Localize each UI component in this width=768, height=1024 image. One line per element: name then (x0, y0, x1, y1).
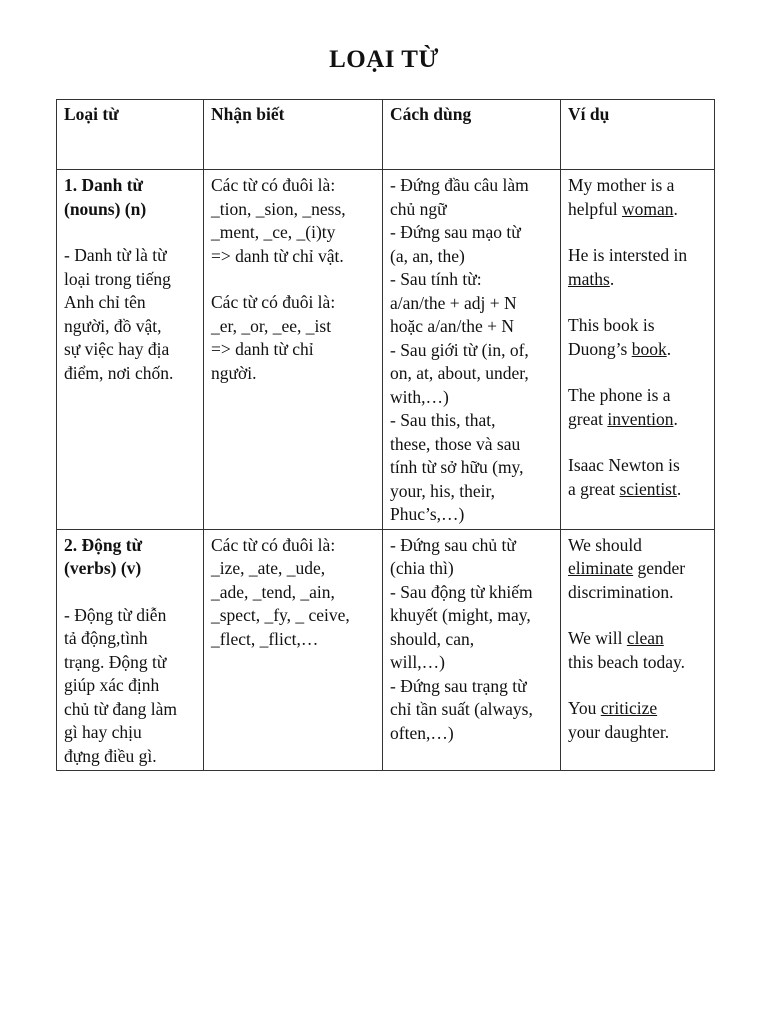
table-header-row (57, 100, 715, 170)
noun-recognition-line: Các từ có đuôi là: (211, 292, 336, 312)
example-line: eliminate gender (568, 558, 686, 578)
verb-usage-line: should, can, (390, 628, 475, 649)
example-item (568, 534, 708, 605)
noun-usage-line: on, at, about, under, (390, 363, 529, 383)
example-keyword: clean (626, 628, 664, 648)
verb-usage-line: often,…) (390, 722, 454, 743)
header-cell-word-type: Loại từ (57, 100, 204, 170)
example-keyword: scientist (619, 478, 677, 499)
verb-usage-line: will,…) (390, 652, 445, 672)
example-line: We will clean (568, 628, 664, 648)
noun-usage-line: hoặc a/an/the + N (390, 316, 515, 336)
verb-usage-line: - Đứng sau trạng từ (390, 675, 527, 696)
example-keyword: invention (607, 408, 674, 429)
example-line: your daughter. (568, 721, 670, 742)
example-line: great invention. (568, 408, 678, 429)
noun-usage-line: - Sau giới từ (in, of, (390, 339, 529, 360)
verb-usage-line: chỉ tần suất (always, (390, 699, 533, 719)
noun-desc-line: Anh chỉ tên (64, 292, 146, 312)
example-item (568, 314, 708, 361)
example-line: My mother is a (568, 175, 675, 195)
example-keyword: eliminate (568, 558, 634, 578)
verb-desc-line: chủ từ đang làm (64, 698, 177, 719)
noun-usage-line: - Sau tính từ: (390, 269, 482, 289)
table-row-verbs (57, 529, 715, 771)
example-line: a great scientist. (568, 478, 682, 499)
verb-desc-line: - Động từ diễn (64, 604, 167, 625)
verb-usage-line: khuyết (might, may, (390, 605, 531, 625)
page-title: LOẠI TỪ (329, 46, 439, 73)
verb-desc-line: trạng. Động từ (64, 651, 167, 672)
cell-noun-recognition (204, 170, 383, 530)
noun-recognition-line: người. (211, 362, 257, 383)
noun-usage-line: chủ ngữ (390, 198, 447, 219)
noun-desc-line: điểm, nơi chốn. (64, 362, 174, 383)
noun-subtitle: (nouns) (n) (64, 198, 147, 219)
verb-desc-line: gì hay chịu (64, 722, 142, 742)
noun-desc-line: - Danh từ là từ (64, 245, 167, 265)
header-cell-usage: Cách dùng (383, 100, 561, 170)
example-line: this beach today. (568, 651, 685, 672)
example-line: Isaac Newton is (568, 455, 680, 475)
example-item (568, 384, 708, 431)
example-line: The phone is a (568, 385, 671, 405)
example-item (568, 697, 708, 744)
noun-recognition-line: => danh từ chỉ vật. (211, 245, 344, 266)
noun-desc-line: sự việc hay địa (64, 339, 170, 359)
example-line: helpful woman. (568, 198, 678, 219)
verb-recognition-line: _flect, _flict,… (211, 628, 319, 649)
example-keyword: maths (568, 268, 610, 289)
noun-usage-line: with,…) (390, 386, 449, 407)
example-line: You criticize (568, 698, 658, 718)
example-line: This book is (568, 315, 655, 335)
verb-recognition-line: _ize, _ate, _ude, (211, 558, 326, 578)
noun-usage-line: a/an/the + adj + N (390, 292, 517, 313)
cell-noun-usage (383, 170, 561, 530)
cell-verb-usage (383, 529, 561, 771)
example-keyword: woman (621, 198, 674, 219)
verb-desc-line: đựng điều gì. (64, 745, 157, 766)
cell-verb-type (57, 529, 204, 771)
verb-desc-line: giúp xác định (64, 675, 160, 695)
verb-recognition-line: _spect, _fy, _ ceive, (211, 605, 350, 625)
header-cell-recognition: Nhận biết (204, 100, 383, 170)
noun-desc-line: người, đồ vật, (64, 315, 162, 336)
noun-usage-line: - Đứng đầu câu làm (390, 175, 529, 195)
noun-usage-line: tính từ sở hữu (my, (390, 457, 524, 477)
noun-usage-line: Phuc’s,…) (390, 504, 465, 524)
example-line: discrimination. (568, 581, 674, 602)
noun-recognition-line: _tion, _sion, _ness, (211, 198, 346, 219)
noun-usage-line: - Đứng sau mạo từ (390, 222, 521, 242)
verb-usage-line: - Sau động từ khiếm (390, 581, 533, 602)
header-cell-example: Ví dụ (561, 100, 715, 170)
example-item (568, 627, 708, 674)
verb-desc-line: tả động,tình (64, 628, 148, 648)
word-types-table (56, 99, 715, 771)
noun-recognition-line: _ment, _ce, _(i)ty (211, 222, 336, 242)
example-keyword: book (631, 338, 667, 359)
example-line: We should (568, 534, 642, 555)
cell-verb-examples (561, 529, 715, 771)
noun-recognition-line: Các từ có đuôi là: (211, 175, 336, 195)
noun-title: 1. Danh từ (64, 175, 144, 195)
example-line: maths. (568, 268, 615, 289)
noun-usage-line: your, his, their, (390, 480, 496, 501)
example-item (568, 174, 708, 221)
noun-usage-line: these, those và sau (390, 433, 521, 454)
example-keyword: criticize (600, 698, 658, 718)
cell-noun-type (57, 170, 204, 530)
noun-desc-line: loại trong tiếng (64, 268, 171, 289)
verb-usage-line: - Đứng sau chủ từ (390, 534, 516, 555)
cell-verb-recognition (204, 529, 383, 771)
example-line: Duong’s book. (568, 338, 672, 359)
example-line: He is intersted in (568, 245, 688, 265)
noun-usage-line: (a, an, the) (390, 245, 465, 266)
noun-usage-line: - Sau this, that, (390, 410, 496, 430)
verb-subtitle: (verbs) (v) (64, 558, 142, 578)
example-item (568, 454, 708, 501)
verb-usage-line: (chia thì) (390, 558, 454, 578)
cell-noun-examples (561, 170, 715, 530)
noun-recognition-line: _er, _or, _ee, _ist (211, 315, 332, 336)
example-item (568, 244, 708, 291)
noun-recognition-line: => danh từ chỉ (211, 339, 314, 359)
verb-recognition-line: Các từ có đuôi là: (211, 534, 336, 555)
verb-title: 2. Động từ (64, 534, 143, 555)
verb-recognition-line: _ade, _tend, _ain, (211, 581, 335, 602)
table-row-nouns (57, 170, 715, 530)
